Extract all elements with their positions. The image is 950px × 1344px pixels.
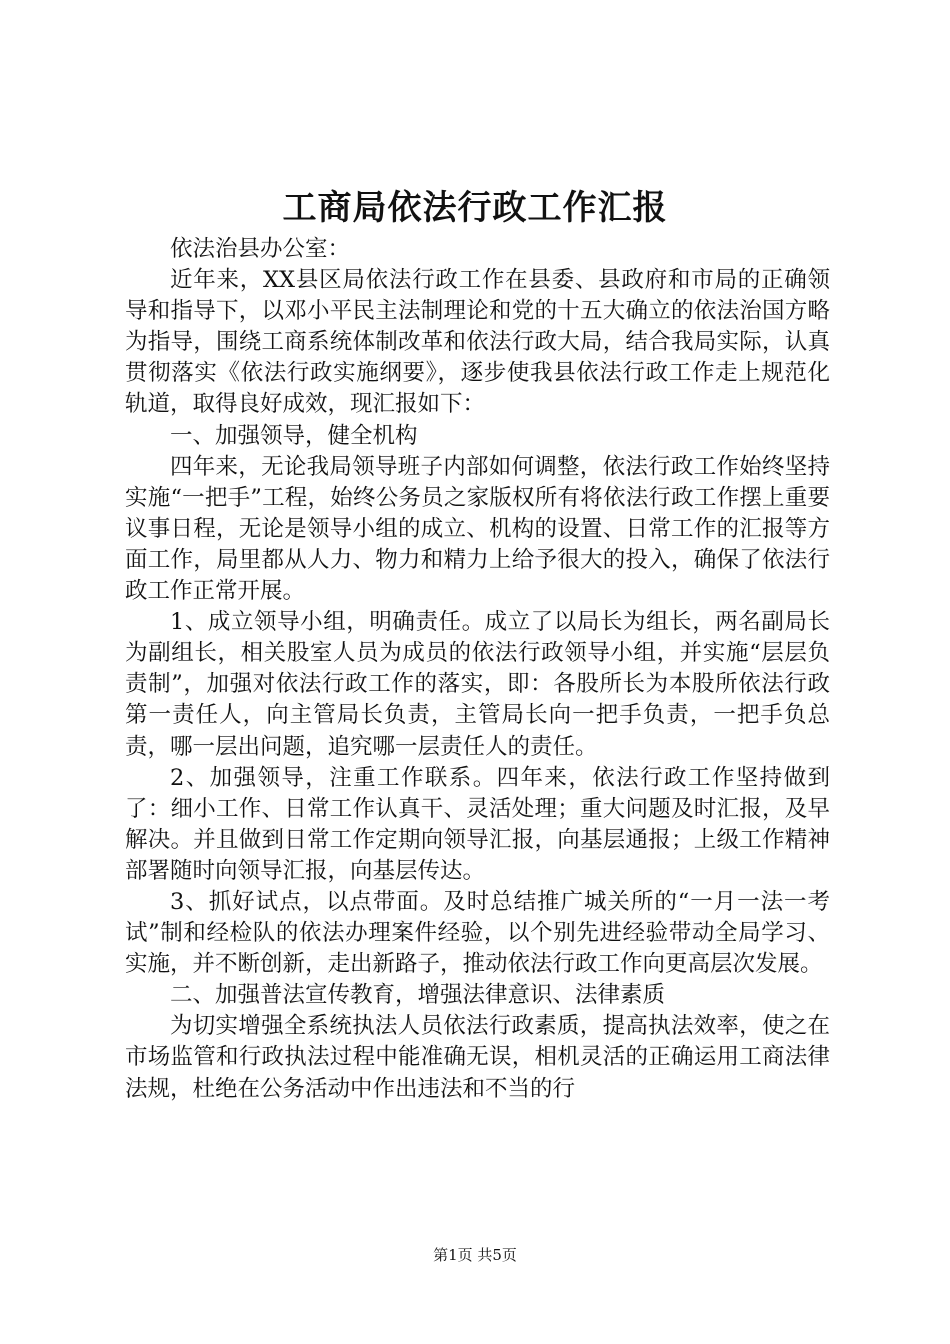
section-heading: 一、加强领导，健全机构 xyxy=(170,422,418,449)
body-paragraph: 3、抓好试点，以点带面。及时总结推广城关所的“一月一法一考试”制和经检队的依法办理案件经验，以个别先进经验带动全局学习、实施，并不断创新，走出新路子，推动依法行政工作向更高层次发展。 xyxy=(125,888,830,978)
document-title: 工商局依法行政工作汇报 xyxy=(282,188,668,228)
section-heading: 二、加强普法宣传教育，增强法律意识、法律素质 xyxy=(170,982,666,1009)
document-body xyxy=(125,234,830,1105)
salutation: 依法治县办公室： xyxy=(170,236,351,262)
body-paragraph: 2、加强领导，注重工作联系。四年来，依法行政工作坚持做到了：细小工作、日常工作认真干、灵活处理；重大问题及时汇报，及早解决。并且做到日常工作定期向领导汇报，向基层通报；上级工作精神部署随时向领导汇报，向基层传达。 xyxy=(125,764,830,884)
body-paragraph: 四年来，无论我局领导班子内部如何调整，依法行政工作始终坚持实施“一把手”工程，始终公务员之家版权所有将依法行政工作摆上重要议事日程，无论是领导小组的成立、机构的设置、日常工作的汇报等方面工作，局里都从人力、物力和精力上给予很大的投入，确保了依法行政工作正常开展。 xyxy=(125,453,830,605)
page-number: 第1页 共5页 xyxy=(433,1246,517,1264)
body-paragraph: 为切实增强全系统执法人员依法行政素质，提高执法效率，使之在市场监管和行政执法过程中能准确无误，相机灵活的正确运用工商法律法规，杜绝在公务活动中作出违法和不当的行 xyxy=(125,1013,830,1102)
body-paragraph: 近年来，XX县区局依法行政工作在县委、县政府和市局的正确领导和指导下，以邓小平民主法制理论和党的十五大确立的依法治国方略为指导，围绕工商系统体制改革和依法行政大局，结合我局实际，认真贯彻落实《依法行政实施纲要》，逐步使我县依法行政工作走上规范化轨道，取得良好成效，现汇报如下： xyxy=(125,267,830,418)
body-paragraph: 1、成立领导小组，明确责任。成立了以局长为组长，两名副局长为副组长，相关股室人员为成员的依法行政领导小组，并实施“层层负责制”，加强对依法行政工作的落实，即：各股所长为本股所依法行政第一责任人，向主管局长负责，主管局长向一把手负责，一把手负总责，哪一层出问题，追究哪一层责任人的责任。 xyxy=(125,609,830,760)
